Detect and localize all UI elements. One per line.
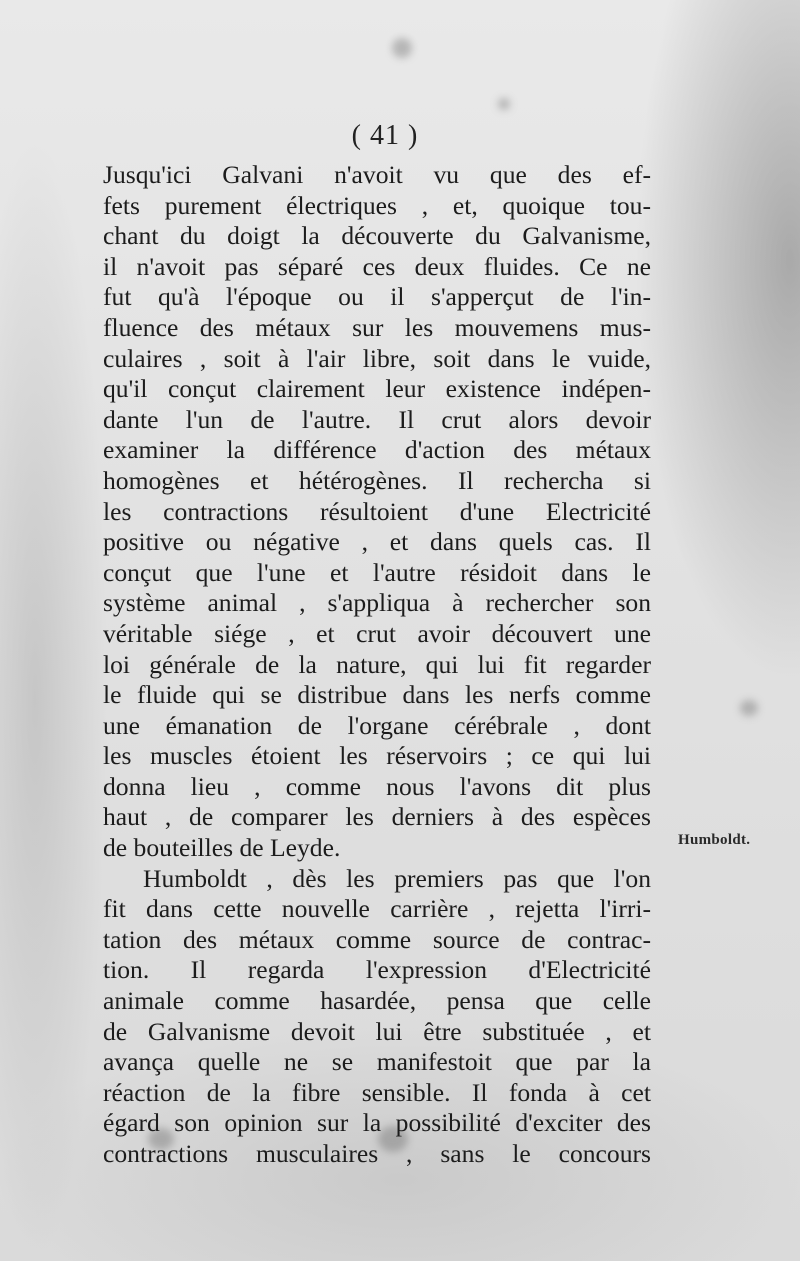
text-line: Jusqu'ici Galvani n'avoit vu que des ef- <box>103 160 651 189</box>
text-line: homogènes et hétérogènes. Il rechercha si <box>103 465 651 495</box>
foxing-spot <box>392 38 412 58</box>
text-line: il n'avoit pas séparé ces deux fluides. Ce ne <box>103 251 651 281</box>
text-line: conçut que l'une et l'autre résidoit dans le <box>103 557 651 587</box>
text-line: chant du doigt la découverte du Galvanisme, <box>103 221 651 251</box>
text-line: dante l'un de l'autre. Il crut alors devoir <box>103 404 651 434</box>
text-line: fets purement électriques , et, quoique tou- <box>103 190 651 220</box>
text-line: haut , de comparer les derniers à des espèces <box>103 802 651 832</box>
text-line: de Galvanisme devoit lui être substituée , et <box>103 1016 651 1046</box>
text-line: véritable siége , et crut avoir découvert une <box>103 618 651 648</box>
text-line: fut qu'à l'époque ou il s'apperçut de l'in- <box>103 282 651 312</box>
text-line: positive ou négative , et dans quels cas. Il <box>103 527 651 557</box>
text-line: les contractions résultoient d'une Electricité <box>103 496 651 526</box>
text-line: tion. Il regarda l'expression d'Electricité <box>103 955 651 985</box>
foxing-spot <box>498 98 510 110</box>
text-line: égard son opinion sur la possibilité d'exciter des <box>103 1108 651 1138</box>
margin-note-humboldt: Humboldt. <box>678 832 751 848</box>
text-line: tation des métaux comme source de contrac- <box>103 924 651 954</box>
page-number: ( 41 ) <box>351 120 419 151</box>
text-line: avança quelle ne se manifestoit que par la <box>103 1047 651 1077</box>
text-line: de bouteilles de Leyde. <box>103 833 341 863</box>
text-line: réaction de la fibre sensible. Il fonda à cet <box>103 1077 651 1107</box>
text-line: Humboldt , dès les premiers pas que l'on <box>143 863 651 893</box>
text-line: contractions musculaires , sans le concours <box>103 1139 651 1168</box>
text-line: animale comme hasardée, pensa que celle <box>103 986 651 1016</box>
text-line: loi générale de la nature, qui lui fit regarder <box>103 649 651 679</box>
text-line: examiner la différence d'action des métaux <box>103 435 651 465</box>
text-line: une émanation de l'organe cérébrale , dont <box>103 710 651 740</box>
text-line: fluence des métaux sur les mouvemens mus- <box>103 312 651 342</box>
text-line: fit dans cette nouvelle carrière , rejetta l'irri- <box>103 894 651 924</box>
text-line: qu'il conçut clairement leur existence indépen- <box>103 374 651 404</box>
text-line: système animal , s'appliqua à rechercher son <box>103 588 651 618</box>
body-text <box>103 160 651 1170</box>
foxing-spot <box>740 700 758 716</box>
text-line: le fluide qui se distribue dans les nerfs comme <box>103 680 651 710</box>
text-line: les muscles étoient les réservoirs ; ce qui lui <box>103 741 651 771</box>
text-line: donna lieu , comme nous l'avons dit plus <box>103 771 651 801</box>
text-line: culaires , soit à l'air libre, soit dans le vuide, <box>103 343 651 373</box>
